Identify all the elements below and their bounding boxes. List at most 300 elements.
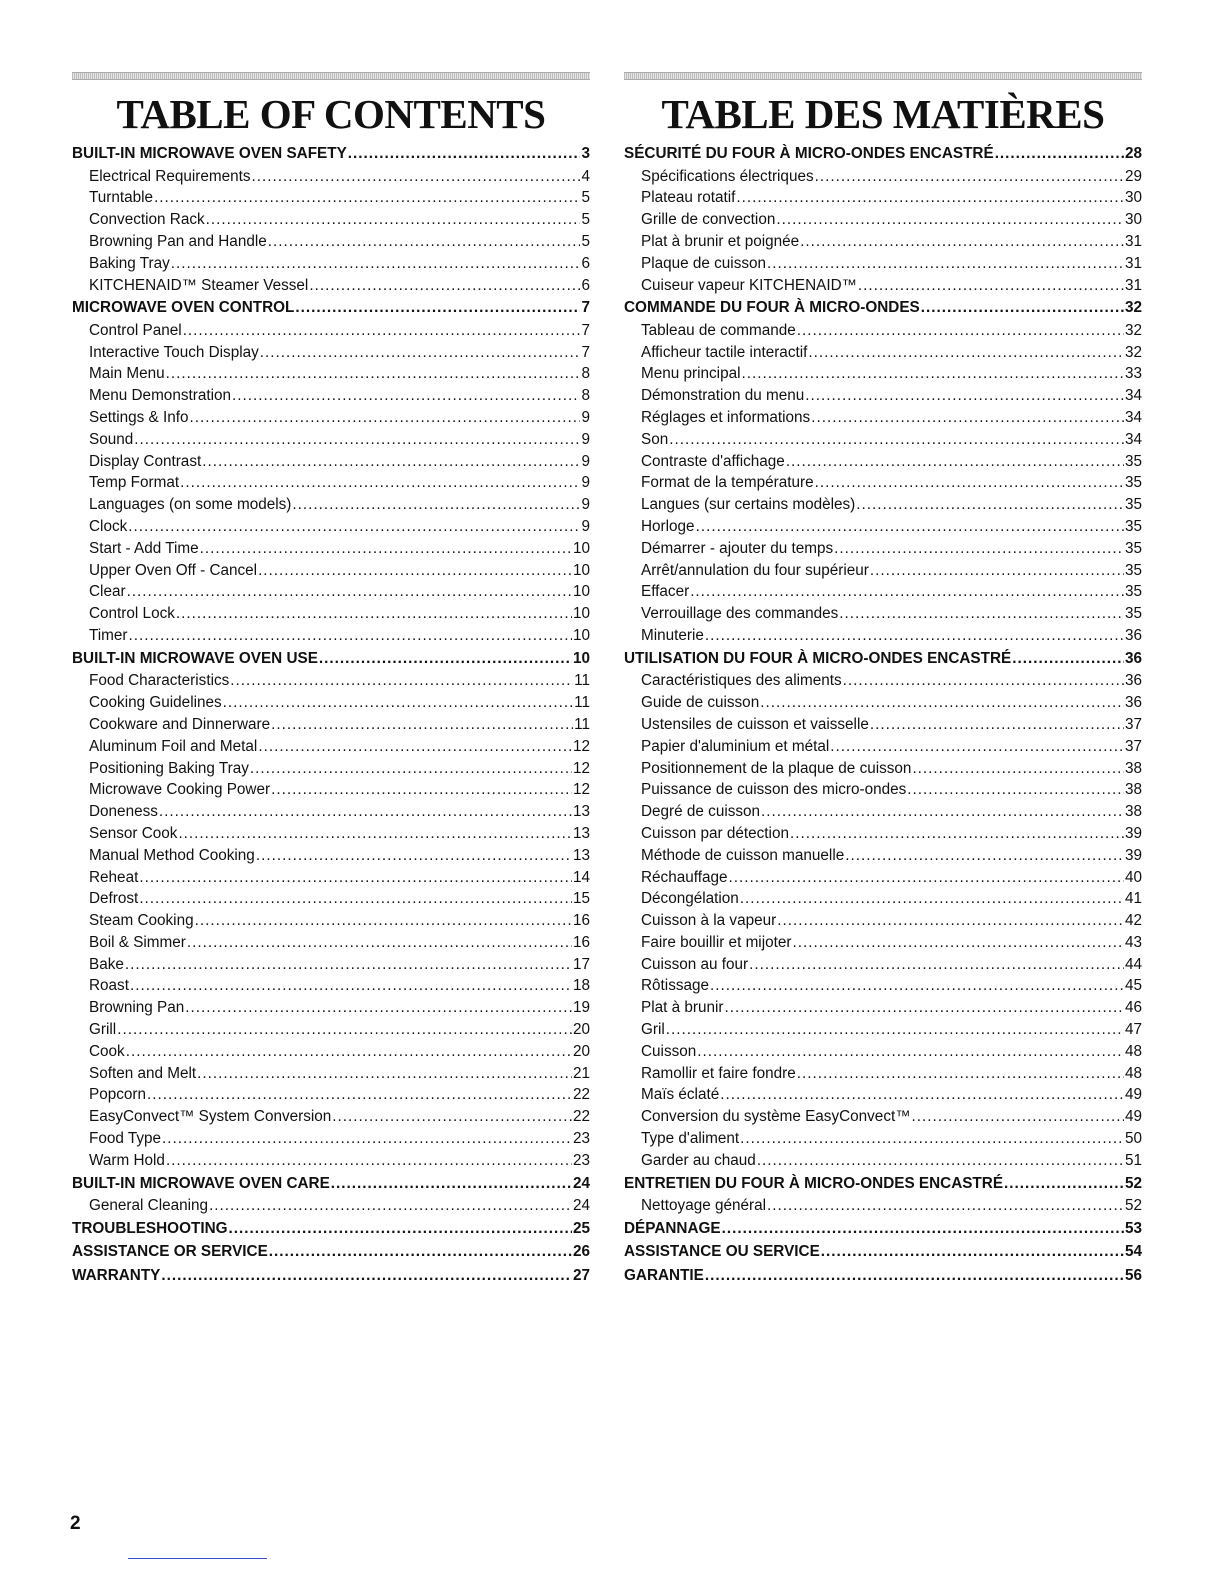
toc-entry-page: 56: [1124, 1266, 1142, 1284]
dot-leader: [147, 1084, 572, 1106]
toc-section-entry[interactable]: [624, 296, 1142, 320]
toc-entry-page: 47: [1124, 1021, 1142, 1039]
toc-entry-label: Warm Hold: [89, 1151, 165, 1169]
toc-entry-page: 34: [1124, 409, 1142, 427]
dot-leader: [720, 1084, 1124, 1106]
dot-leader: [309, 275, 580, 297]
toc-subentry[interactable]: [624, 1128, 1142, 1150]
toc-entry-label: Defrost: [89, 890, 139, 908]
toc-subentry[interactable]: [624, 1019, 1142, 1041]
toc-entry-page: 16: [572, 933, 590, 951]
dot-leader: [830, 736, 1124, 758]
dot-leader: [187, 932, 572, 954]
dot-leader: [728, 867, 1124, 889]
toc-entry-label: Papier d'aluminium et métal: [641, 737, 830, 755]
toc-subentry[interactable]: [624, 758, 1142, 780]
toc-entry-page: 7: [581, 299, 590, 317]
toc-subentry[interactable]: [72, 472, 590, 494]
toc-entry-page: 36: [1124, 672, 1142, 690]
toc-subentry[interactable]: [624, 516, 1142, 538]
toc-section-entry[interactable]: [624, 1217, 1142, 1241]
dot-leader: [669, 429, 1124, 451]
toc-entry-page: 15: [572, 890, 590, 908]
toc-subentry[interactable]: [72, 1063, 590, 1085]
dot-leader: [907, 779, 1124, 801]
toc-subentry[interactable]: [72, 975, 590, 997]
toc-subentry[interactable]: [72, 560, 590, 582]
toc-entry-page: 35: [1124, 452, 1142, 470]
toc-subentry[interactable]: [624, 1041, 1142, 1063]
toc-entry-label: Plateau rotatif: [641, 189, 736, 207]
toc-subentry[interactable]: [72, 888, 590, 910]
dot-leader: [130, 975, 572, 997]
dot-leader: [722, 1217, 1124, 1241]
toc-subentry[interactable]: [624, 407, 1142, 429]
toc-entry-label: Sound: [89, 430, 134, 448]
toc-subentry[interactable]: [72, 779, 590, 801]
toc-entry-page: 35: [1124, 583, 1142, 601]
toc-entry-page: 52: [1124, 1197, 1142, 1215]
toc-entry-page: 37: [1124, 715, 1142, 733]
toc-entry-page: 36: [1124, 627, 1142, 645]
toc-subentry[interactable]: [72, 736, 590, 758]
toc-subentry[interactable]: [624, 714, 1142, 736]
toc-subentry[interactable]: [72, 231, 590, 253]
dot-leader: [705, 625, 1124, 647]
toc-entry-label: Settings & Info: [89, 409, 189, 427]
toc-entry-page: 9: [581, 518, 590, 536]
toc-section-entry[interactable]: [72, 296, 590, 320]
toc-section-entry[interactable]: [624, 1264, 1142, 1288]
toc-subentry[interactable]: [624, 342, 1142, 364]
toc-entry-page: 35: [1124, 605, 1142, 623]
toc-subentry[interactable]: [72, 451, 590, 473]
toc-subentry[interactable]: [624, 581, 1142, 603]
dot-leader: [139, 867, 572, 889]
toc-subentry[interactable]: [72, 845, 590, 867]
toc-subentry[interactable]: [624, 736, 1142, 758]
toc-entry-label: Roast: [89, 977, 129, 995]
dot-leader: [197, 1063, 572, 1085]
toc-entry-label: Plaque de cuisson: [641, 254, 767, 272]
toc-entry-label: Plat à brunir: [641, 999, 724, 1017]
toc-entry-page: 49: [1124, 1086, 1142, 1104]
toc-section-entry[interactable]: [72, 1172, 590, 1196]
toc-entry-page: 48: [1124, 1042, 1142, 1060]
toc-entry-page: 42: [1124, 912, 1142, 930]
toc-entry-label: Horloge: [641, 518, 695, 536]
toc-entry-page: 36: [1124, 649, 1142, 667]
toc-entry-label: Menu Demonstration: [89, 387, 231, 405]
toc-entry-page: 30: [1124, 189, 1142, 207]
toc-entry-label: Rôtissage: [641, 977, 710, 995]
toc-entry-page: 32: [1124, 343, 1142, 361]
toc-entry-page: 35: [1124, 561, 1142, 579]
dot-leader: [856, 494, 1124, 516]
dot-leader: [697, 1041, 1124, 1063]
toc-entry-label: Afficheur tactile interactif: [641, 343, 808, 361]
toc-entry-label: COMMANDE DU FOUR À MICRO-ONDES: [624, 299, 920, 317]
toc-subentry[interactable]: [72, 625, 590, 647]
toc-subentry[interactable]: [624, 1150, 1142, 1172]
toc-subentry[interactable]: [72, 516, 590, 538]
toc-subentry[interactable]: [624, 1084, 1142, 1106]
toc-subentry[interactable]: [72, 209, 590, 231]
dot-leader: [790, 823, 1124, 845]
toc-entry-label: Soften and Melt: [89, 1064, 197, 1082]
toc-subentry[interactable]: [624, 363, 1142, 385]
toc-subentry[interactable]: [624, 801, 1142, 823]
toc-entry-label: Caractéristiques des aliments: [641, 672, 842, 690]
toc-entry-page: 45: [1124, 977, 1142, 995]
dot-leader: [800, 231, 1124, 253]
dot-leader: [268, 231, 581, 253]
toc-subentry[interactable]: [72, 997, 590, 1019]
toc-subentry[interactable]: [72, 1019, 590, 1041]
dot-leader: [815, 166, 1124, 188]
toc-subentry[interactable]: [624, 187, 1142, 209]
page-number: 2: [70, 1513, 81, 1534]
toc-subentry[interactable]: [72, 320, 590, 342]
toc-entry-page: 10: [572, 583, 590, 601]
toc-subentry[interactable]: [72, 603, 590, 625]
toc-entry-page: 19: [572, 999, 590, 1017]
toc-entry-label: Son: [641, 430, 669, 448]
toc-subentry[interactable]: [624, 231, 1142, 253]
toc-subentry[interactable]: [72, 253, 590, 275]
toc-entry-page: 8: [581, 365, 590, 383]
toc-entry-page: 37: [1124, 737, 1142, 755]
toc-entry-label: Cooking Guidelines: [89, 694, 222, 712]
dot-leader: [162, 1128, 572, 1150]
toc-subentry[interactable]: [72, 1041, 590, 1063]
toc-entry-page: 13: [572, 846, 590, 864]
toc-subentry[interactable]: [72, 494, 590, 516]
toc-entry-label: Food Characteristics: [89, 672, 230, 690]
toc-entry-page: 24: [572, 1174, 590, 1192]
dot-leader: [295, 296, 580, 320]
dot-leader: [185, 997, 572, 1019]
dot-leader: [839, 603, 1124, 625]
toc-entry-label: Clock: [89, 518, 128, 536]
toc-entry-label: DÉPANNAGE: [624, 1219, 721, 1237]
dot-leader: [786, 451, 1124, 473]
dot-leader: [232, 385, 580, 407]
toc-subentry[interactable]: [72, 910, 590, 932]
toc-entry-label: KITCHENAID™ Steamer Vessel: [89, 276, 309, 294]
toc-subentry[interactable]: [72, 758, 590, 780]
toc-entry-label: Contraste d'affichage: [641, 452, 785, 470]
toc-entry-label: Browning Pan and Handle: [89, 232, 267, 250]
toc-section-entry[interactable]: [72, 647, 590, 671]
dot-leader: [705, 1264, 1124, 1288]
dot-leader: [258, 736, 572, 758]
toc-subentry[interactable]: [72, 538, 590, 560]
toc-entry-label: Turntable: [89, 189, 154, 207]
toc-entry-label: Verrouillage des commandes: [641, 605, 839, 623]
toc-column-english: [72, 72, 590, 1287]
dot-leader: [269, 1240, 572, 1264]
toc-entry-label: Aluminum Foil and Metal: [89, 737, 258, 755]
toc-subentry[interactable]: [72, 342, 590, 364]
dot-leader: [749, 954, 1124, 976]
toc-section-entry[interactable]: [624, 1240, 1142, 1264]
toc-entry-label: Ramollir et faire fondre: [641, 1064, 796, 1082]
toc-entry-label: Menu principal: [641, 365, 741, 383]
toc-entry-label: Grill: [89, 1021, 117, 1039]
toc-entry-label: Puissance de cuisson des micro-ondes: [641, 781, 907, 799]
dot-leader: [921, 296, 1124, 320]
dot-leader: [200, 538, 572, 560]
dot-leader: [740, 888, 1124, 910]
toc-subentry[interactable]: [72, 932, 590, 954]
toc-subentry[interactable]: [72, 166, 590, 188]
dot-leader: [223, 692, 573, 714]
toc-entry-label: WARRANTY: [72, 1266, 161, 1284]
dot-leader: [757, 1150, 1124, 1172]
toc-entry-page: 10: [572, 649, 590, 667]
toc-subentry[interactable]: [624, 997, 1142, 1019]
toc-subentry[interactable]: [72, 670, 590, 692]
toc-entry-page: 3: [581, 145, 590, 163]
toc-entry-label: Languages (on some models): [89, 496, 292, 514]
dot-leader: [161, 1264, 572, 1288]
toc-subentry[interactable]: [624, 472, 1142, 494]
toc-entry-page: 54: [1124, 1243, 1142, 1261]
dot-leader: [760, 692, 1124, 714]
toc-entry-page: 22: [572, 1108, 590, 1126]
toc-subentry[interactable]: [624, 560, 1142, 582]
toc-section-entry[interactable]: [72, 142, 590, 166]
dot-leader: [180, 472, 580, 494]
dot-leader: [870, 714, 1124, 736]
toc-entry-label: ASSISTANCE OR SERVICE: [72, 1243, 268, 1261]
toc-subentry[interactable]: [72, 187, 590, 209]
toc-entry-label: Démonstration du menu: [641, 387, 805, 405]
toc-subentry[interactable]: [624, 888, 1142, 910]
toc-subentry[interactable]: [72, 1150, 590, 1172]
toc-entry-page: 10: [572, 561, 590, 579]
toc-subentry[interactable]: [624, 954, 1142, 976]
toc-entry-label: Démarrer - ajouter du temps: [641, 539, 834, 557]
toc-entry-page: 44: [1124, 955, 1142, 973]
dot-leader: [271, 714, 573, 736]
toc-subentry[interactable]: [624, 1063, 1142, 1085]
toc-entry-label: Sensor Cook: [89, 824, 178, 842]
toc-entry-label: Cuisson à la vapeur: [641, 912, 777, 930]
toc-entry-page: 13: [572, 803, 590, 821]
toc-subentry[interactable]: [624, 975, 1142, 997]
dot-leader: [696, 516, 1124, 538]
toc-section-entry[interactable]: [624, 142, 1142, 166]
footer-link-underline: [128, 1558, 267, 1559]
toc-subentry[interactable]: [624, 275, 1142, 297]
dot-leader: [154, 187, 580, 209]
toc-subentry[interactable]: [72, 581, 590, 603]
toc-subentry[interactable]: [624, 385, 1142, 407]
toc-entry-label: Guide de cuisson: [641, 694, 760, 712]
toc-subentry[interactable]: [624, 845, 1142, 867]
dot-leader: [319, 647, 572, 671]
toc-entry-label: Positioning Baking Tray: [89, 759, 249, 777]
toc-title-english: TABLE OF CONTENTS: [116, 91, 546, 137]
dot-leader: [843, 670, 1124, 692]
toc-entry-page: 28: [1124, 145, 1142, 163]
toc-entry-label: Conversion du système EasyConvect™: [641, 1108, 911, 1126]
toc-section-entry[interactable]: [72, 1217, 590, 1241]
toc-entry-label: Tableau de commande: [641, 321, 796, 339]
dot-leader: [845, 845, 1124, 867]
toc-entry-page: 4: [581, 167, 590, 185]
toc-entry-label: Display Contrast: [89, 452, 202, 470]
toc-subentry[interactable]: [72, 275, 590, 297]
toc-entry-label: Minuterie: [641, 627, 704, 645]
dot-leader: [258, 560, 572, 582]
toc-entry-page: 34: [1124, 430, 1142, 448]
header-rule: [72, 72, 590, 80]
toc-entry-page: 25: [572, 1219, 590, 1237]
dot-leader: [767, 253, 1124, 275]
dot-leader: [134, 429, 580, 451]
toc-subentry[interactable]: [72, 407, 590, 429]
toc-entry-label: Degré de cuisson: [641, 803, 761, 821]
toc-entry-page: 11: [574, 672, 590, 690]
dot-leader: [166, 1150, 572, 1172]
toc-subentry[interactable]: [624, 320, 1142, 342]
dot-leader: [125, 954, 572, 976]
toc-subentry[interactable]: [72, 385, 590, 407]
toc-entry-page: 35: [1124, 496, 1142, 514]
dot-leader: [331, 1172, 572, 1196]
toc-entry-label: ASSISTANCE OU SERVICE: [624, 1243, 820, 1261]
toc-entry-label: Clear: [89, 583, 126, 601]
toc-subentry[interactable]: [72, 1084, 590, 1106]
dot-leader: [117, 1019, 572, 1041]
toc-entry-label: Temp Format: [89, 474, 180, 492]
toc-entry-label: EasyConvect™ System Conversion: [89, 1108, 332, 1126]
toc-entry-label: Réglages et informations: [641, 409, 811, 427]
toc-entry-label: Upper Oven Off - Cancel: [89, 561, 258, 579]
toc-subentry[interactable]: [72, 692, 590, 714]
toc-entry-label: Bake: [89, 955, 124, 973]
dot-leader: [1004, 1172, 1124, 1196]
toc-entry-page: 31: [1124, 276, 1142, 294]
toc-section-entry[interactable]: [624, 1172, 1142, 1196]
toc-subentry[interactable]: [72, 363, 590, 385]
toc-title-french: TABLE DES MATIÈRES: [661, 91, 1105, 137]
toc-entry-page: 35: [1124, 518, 1142, 536]
toc-section-entry[interactable]: [72, 1264, 590, 1288]
toc-section-entry[interactable]: [72, 1240, 590, 1264]
toc-entry-page: 6: [581, 276, 590, 294]
dot-leader: [741, 363, 1124, 385]
toc-subentry[interactable]: [72, 954, 590, 976]
toc-entry-label: Cookware and Dinnerware: [89, 715, 271, 733]
toc-subentry[interactable]: [624, 494, 1142, 516]
toc-subentry[interactable]: [72, 801, 590, 823]
dot-leader: [815, 472, 1124, 494]
toc-entry-page: 5: [581, 189, 590, 207]
toc-entry-label: BUILT-IN MICROWAVE OVEN SAFETY: [72, 145, 347, 163]
toc-subentry[interactable]: [624, 1195, 1142, 1217]
toc-section-entry[interactable]: [624, 647, 1142, 671]
toc-subentry[interactable]: [624, 692, 1142, 714]
toc-entry-page: 9: [581, 452, 590, 470]
toc-subentry[interactable]: [72, 429, 590, 451]
toc-entry-label: UTILISATION DU FOUR À MICRO-ONDES ENCASTRÉ: [624, 649, 1012, 667]
dot-leader: [776, 209, 1124, 231]
dot-leader: [912, 1106, 1124, 1128]
dot-leader: [797, 1063, 1124, 1085]
toc-entry-page: 48: [1124, 1064, 1142, 1082]
toc-subentry[interactable]: [72, 1106, 590, 1128]
toc-entry-page: 32: [1124, 321, 1142, 339]
dot-leader: [128, 516, 580, 538]
toc-entry-page: 34: [1124, 387, 1142, 405]
dot-leader: [811, 407, 1124, 429]
toc-entry-page: 18: [572, 977, 590, 995]
dot-leader: [792, 932, 1124, 954]
toc-entry-label: Méthode de cuisson manuelle: [641, 846, 845, 864]
toc-subentry[interactable]: [624, 670, 1142, 692]
toc-entry-label: Baking Tray: [89, 254, 170, 272]
toc-entry-label: Manual Method Cooking: [89, 846, 255, 864]
toc-subentry[interactable]: [72, 823, 590, 845]
toc-subentry[interactable]: [624, 451, 1142, 473]
toc-subentry[interactable]: [72, 1128, 590, 1150]
toc-entry-page: 12: [572, 737, 590, 755]
toc-subentry[interactable]: [624, 538, 1142, 560]
toc-entry-label: MICROWAVE OVEN CONTROL: [72, 299, 295, 317]
toc-entry-page: 50: [1124, 1130, 1142, 1148]
dot-leader: [202, 451, 580, 473]
toc-subentry[interactable]: [624, 625, 1142, 647]
dot-leader: [797, 320, 1124, 342]
toc-entry-page: 31: [1124, 254, 1142, 272]
toc-subentry[interactable]: [624, 779, 1142, 801]
toc-entry-page: 23: [572, 1130, 590, 1148]
toc-subentry[interactable]: [624, 910, 1142, 932]
toc-entry-label: Interactive Touch Display: [89, 343, 259, 361]
toc-subentry[interactable]: [72, 867, 590, 889]
toc-entry-label: Start - Add Time: [89, 539, 199, 557]
dot-leader: [292, 494, 580, 516]
toc-subentry[interactable]: [624, 603, 1142, 625]
toc-subentry[interactable]: [624, 932, 1142, 954]
toc-entry-page: 11: [574, 715, 590, 733]
toc-entry-label: Langues (sur certains modèles): [641, 496, 856, 514]
toc-subentry[interactable]: [624, 1106, 1142, 1128]
toc-subentry[interactable]: [72, 714, 590, 736]
toc-subentry[interactable]: [624, 867, 1142, 889]
toc-subentry[interactable]: [624, 253, 1142, 275]
toc-entry-label: Cuiseur vapeur KITCHENAID™: [641, 276, 857, 294]
toc-entry-page: 14: [572, 868, 590, 886]
toc-subentry[interactable]: [624, 823, 1142, 845]
toc-entry-page: 12: [572, 759, 590, 777]
toc-subentry[interactable]: [624, 429, 1142, 451]
toc-entry-label: Plat à brunir et poignée: [641, 232, 800, 250]
toc-entry-label: Browning Pan: [89, 999, 185, 1017]
dot-leader: [139, 888, 572, 910]
toc-entry-page: 36: [1124, 694, 1142, 712]
toc-entry-page: 51: [1124, 1151, 1142, 1169]
toc-subentry[interactable]: [624, 166, 1142, 188]
dot-leader: [805, 385, 1124, 407]
toc-entry-label: Format de la température: [641, 474, 814, 492]
toc-subentry[interactable]: [624, 209, 1142, 231]
toc-subentry[interactable]: [72, 1195, 590, 1217]
